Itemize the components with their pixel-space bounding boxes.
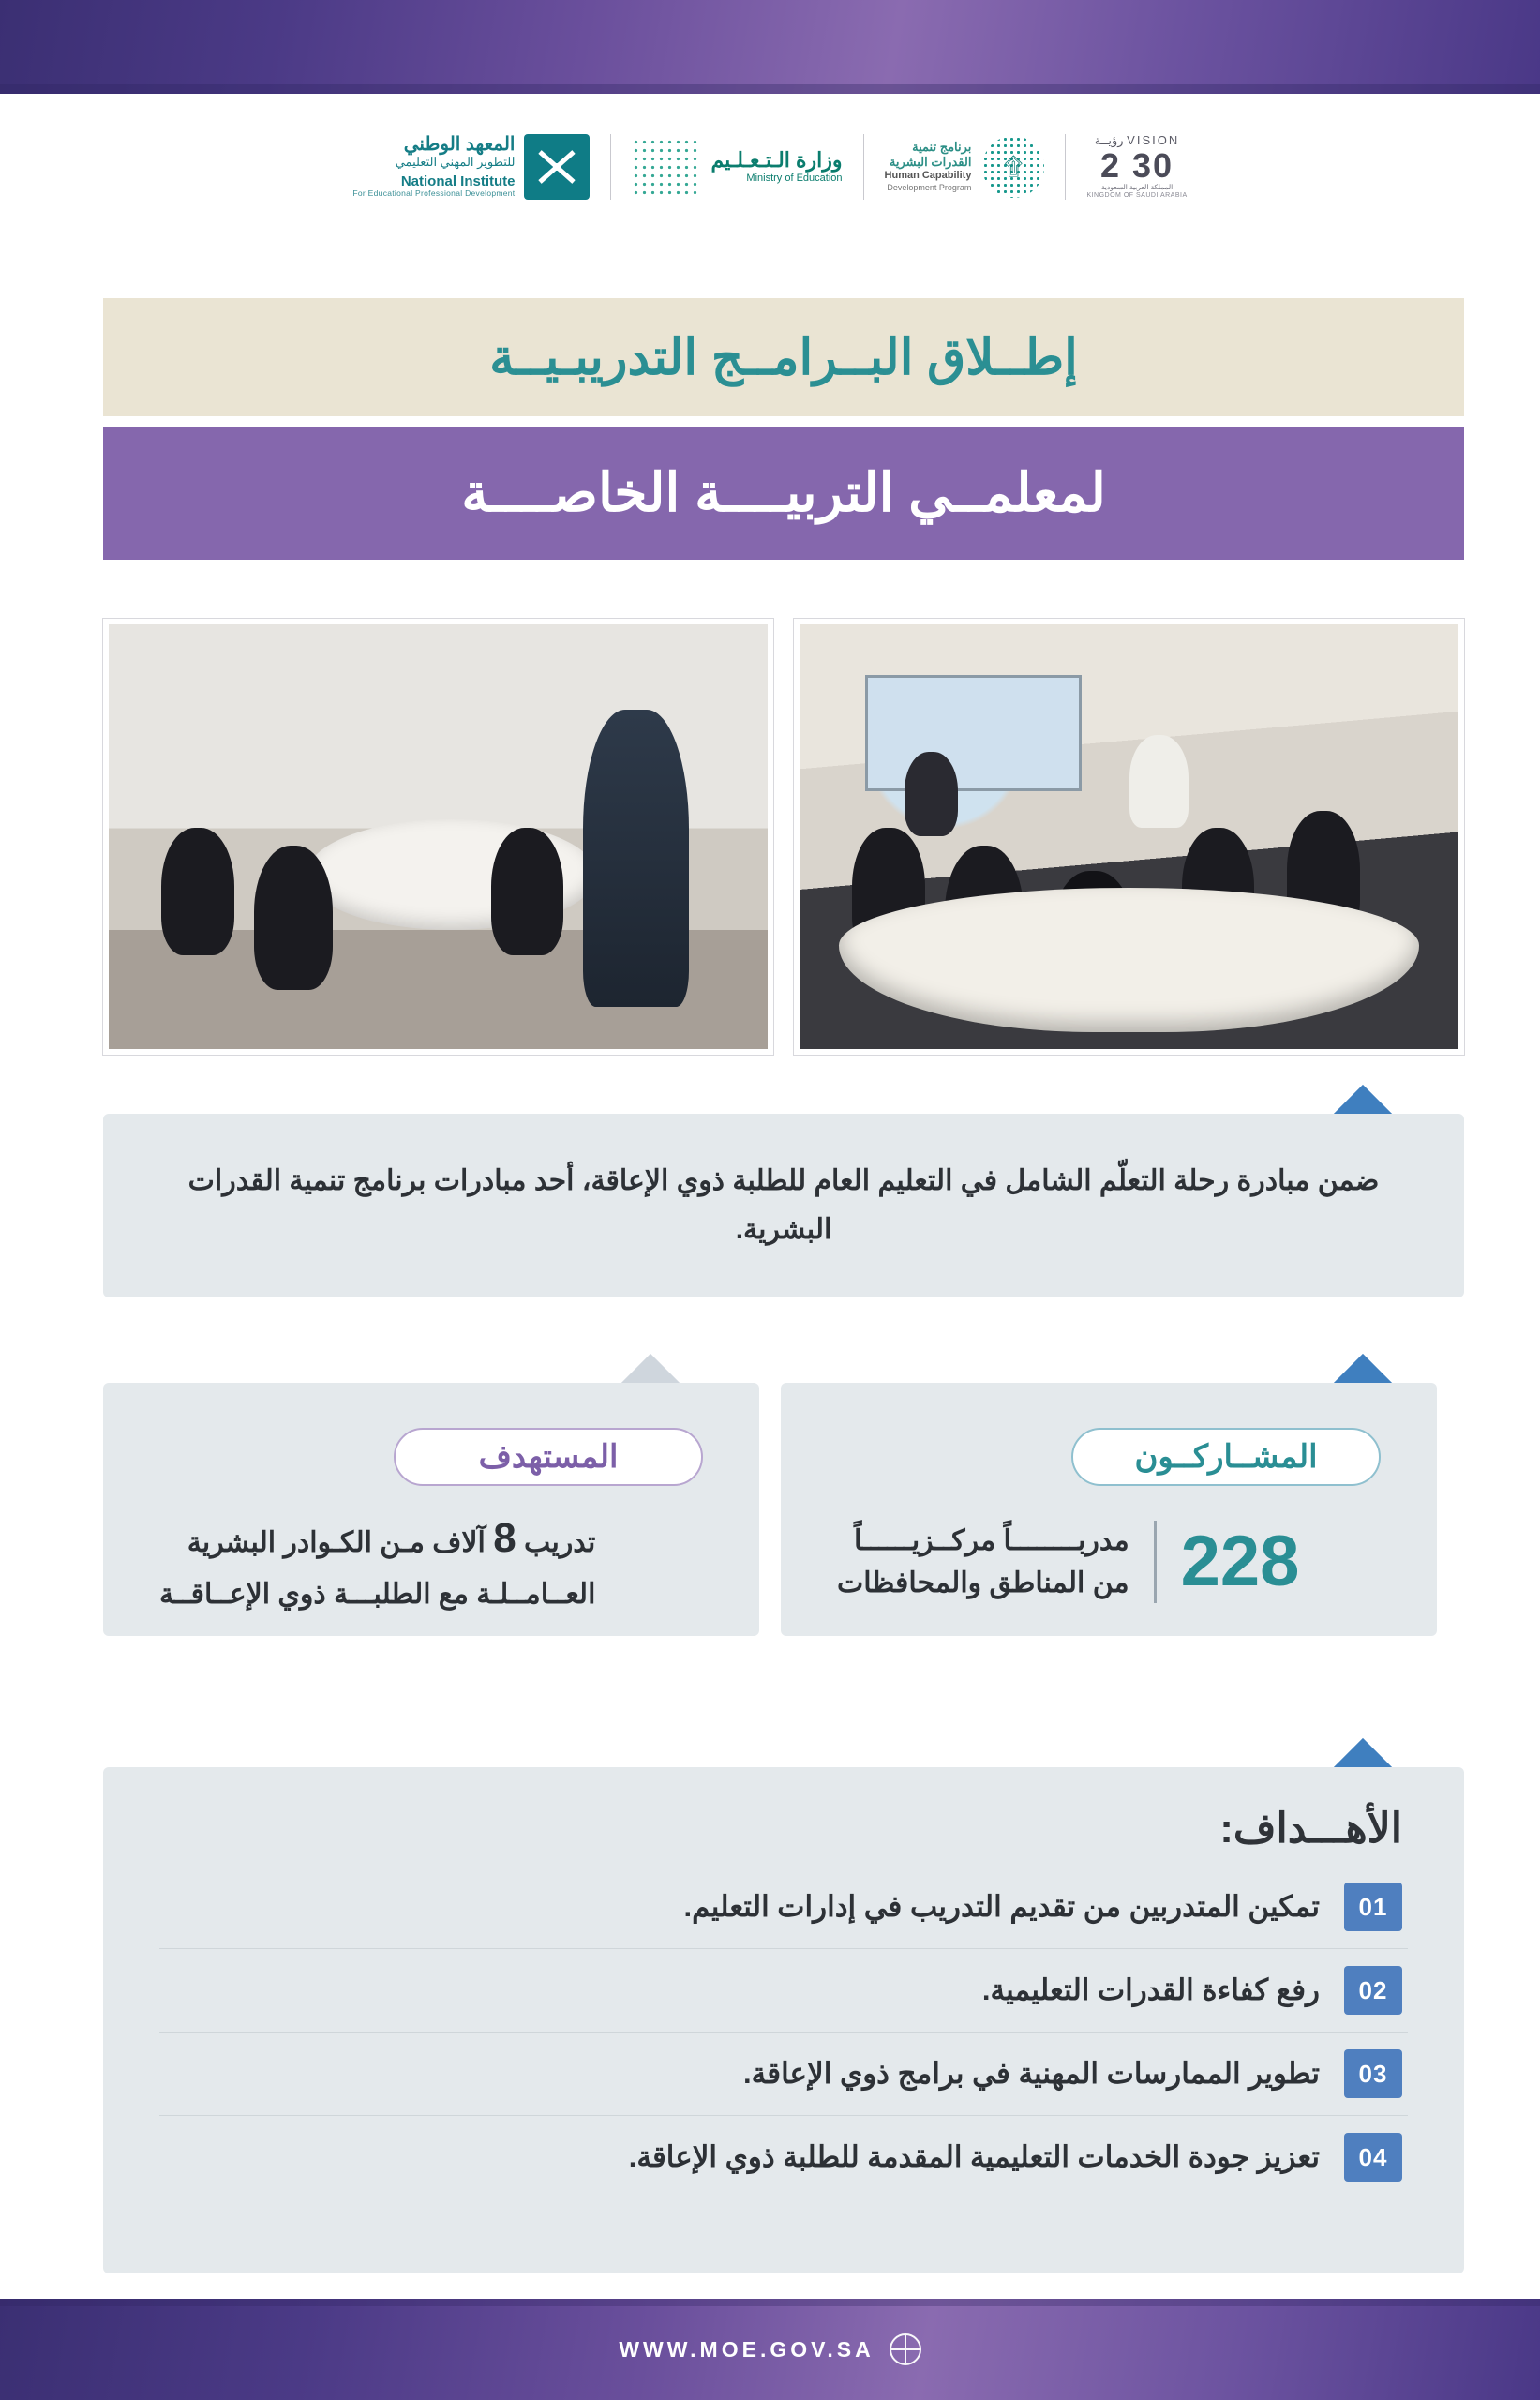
photo-figure: [945, 846, 1024, 990]
target-line1: آلاف مـن الكـوادر البشرية: [187, 1527, 486, 1559]
participants-pill: [1071, 1428, 1381, 1486]
photo-gallery: [103, 619, 1464, 1055]
goal-text: تعزيز جودة الخدمات التعليمية المقدمة للطلبة ذوي الإعاقة.: [628, 2140, 1320, 2173]
moe-english-name: Ministry of Education: [746, 172, 843, 185]
headline-secondary-text: لمعلمــي التربيــــة الخاصــــة: [461, 463, 1106, 523]
photo-figure: [161, 828, 233, 955]
nie-english-line1: National Institute: [400, 172, 516, 189]
globe-icon: [890, 2333, 921, 2365]
photo-figure: [491, 828, 563, 955]
goal-item: [159, 1949, 1408, 2032]
photo-figure: [852, 828, 924, 955]
goal-number-badge: 02: [1344, 1966, 1402, 2015]
target-number: 8: [493, 1515, 516, 1562]
target-pill: [394, 1428, 703, 1486]
participants-divider: [1154, 1521, 1157, 1603]
nie-arabic-line2: للتطوير المهني التعليمي: [395, 155, 516, 170]
saudi-emblem-icon: [982, 136, 1044, 198]
photo-figure: [1182, 828, 1254, 955]
hcdp-arabic-line1: برنامج تنمية: [912, 139, 972, 154]
vision-bottom-english: KINGDOM OF SAUDI ARABIA: [1086, 191, 1188, 199]
goal-number-badge: 01: [1344, 1882, 1402, 1931]
saudi-emblem-glyph: ۩: [1004, 151, 1024, 180]
logo-ministry-of-education: [611, 127, 862, 207]
nie-logo-icon: [524, 134, 590, 200]
logo-national-institute: [332, 127, 610, 207]
goal-text: رفع كفاءة القدرات التعليمية.: [981, 1973, 1320, 2006]
target-pill-label: المستهدف: [478, 1439, 619, 1475]
photo-figure-presenter: [1129, 735, 1189, 829]
footer-website[interactable]: [619, 2333, 920, 2365]
participants-body: [837, 1509, 1381, 1613]
intro-card: [103, 1114, 1464, 1298]
logo-vision-2030: [1066, 127, 1207, 207]
target-body: [159, 1509, 703, 1613]
footer-website-text: WWW.MOE.GOV.SA: [619, 2336, 875, 2362]
photo-figure: [905, 752, 957, 837]
goal-item: [159, 2116, 1408, 2198]
participants-card: [781, 1383, 1437, 1636]
participants-number: 228: [1180, 1521, 1300, 1601]
vision-number: 2 30: [1099, 145, 1174, 185]
top-gradient-band: [0, 0, 1540, 94]
participants-description: [837, 1520, 1129, 1604]
vision-top-text: رؤيــة VISION: [1094, 132, 1180, 147]
logo-row: [0, 117, 1540, 216]
target-line1-wrap: [159, 1506, 595, 1571]
hcdp-english-line1: Human Capability: [884, 170, 972, 182]
footer-band: [0, 2299, 1540, 2400]
logo-hcdp: [864, 127, 1066, 207]
headline-secondary: [103, 427, 1464, 560]
moe-dots-icon: [632, 138, 701, 196]
workshop-photo-right: [103, 619, 773, 1055]
target-card: [103, 1383, 759, 1636]
goal-number-badge: 04: [1344, 2133, 1402, 2182]
goals-card: [103, 1767, 1464, 2273]
goal-text: تطوير الممارسات المهنية في برامج ذوي الإعاقة.: [743, 2057, 1320, 2090]
workshop-photo-left: [794, 619, 1464, 1055]
target-line2: العــامــلـة مع الطلبـــة ذوي الإعــاقــة: [159, 1578, 596, 1610]
photo-figure: [1287, 811, 1359, 938]
nie-english-line2: For Educational Professional Development: [352, 188, 516, 199]
photo-figure: [1050, 871, 1135, 1024]
hcdp-english-line2: Development Program: [887, 183, 972, 192]
participants-line2: من المناطق والمحافظات: [837, 1567, 1129, 1598]
target-description: [159, 1506, 595, 1616]
target-prefix: تدريب: [524, 1527, 596, 1559]
goal-text: تمكين المتدربين من تقديم التدريب في إدارات التعليم.: [683, 1890, 1320, 1923]
photo-figure: [254, 846, 333, 990]
headline-primary: [103, 298, 1464, 416]
intro-text: ضمن مبادرة رحلة التعلّم الشامل في التعليم العام للطلبة ذوي الإعاقة، أحد مبادرات برنامج تنمية القدرات البشرية.: [187, 1164, 1380, 1245]
moe-arabic-name: وزارة الـتـعـلـيم: [710, 147, 843, 172]
vision-bottom-arabic: المملكة العربية السعودية: [1100, 183, 1174, 192]
goal-item: [159, 2032, 1408, 2116]
headline-primary-text: إطــلاق البــرامــج التدريبـيــة: [489, 329, 1078, 385]
goal-item: [159, 1866, 1408, 1949]
hcdp-arabic-line2: القدرات البشرية: [889, 155, 972, 169]
participants-line1: مدربــــــــاً مركــزيــــــاً: [853, 1524, 1129, 1556]
participants-pill-label: المشــاركــون: [1134, 1439, 1318, 1475]
footer-top-line: [0, 2299, 1540, 2306]
goal-number-badge: 03: [1344, 2049, 1402, 2098]
goals-title: الأهـــداف:: [1219, 1806, 1402, 1852]
nie-arabic-line1: المعهد الوطني: [403, 134, 516, 156]
